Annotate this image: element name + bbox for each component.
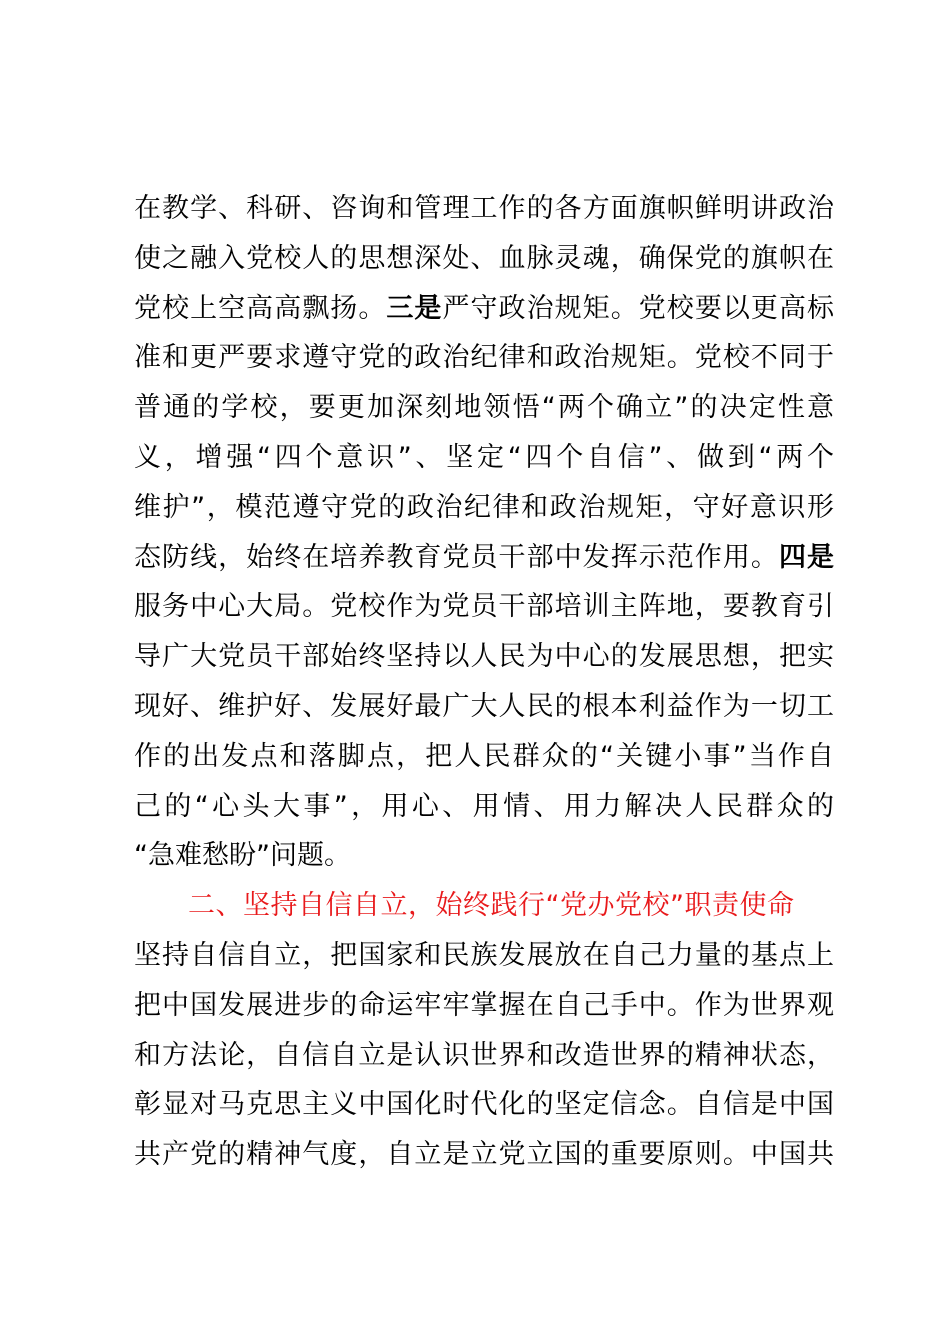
- text-line: 使之融入党校人的思想深处、血脉灵魂，确保党的旗帜在: [134, 242, 834, 274]
- section-heading: 二、坚持自信自立，始终践行“党办党校”职责使命: [188, 890, 795, 922]
- text-line: 准和更严要求遵守党的政治纪律和政治规矩。党校不同于: [134, 342, 834, 374]
- text-line: 现好、维护好、发展好最广大人民的根本利益作为一切工: [134, 690, 834, 722]
- text-line: “急难愁盼”问题。: [134, 840, 351, 872]
- text-line: 导广大党员干部始终坚持以人民为中心的发展思想，把实: [134, 641, 834, 673]
- text-line: 作的出发点和落脚点，把人民群众的“关键小事”当作自: [134, 740, 834, 772]
- text-line: 把中国发展进步的命运牢牢掌握在自己手中。作为世界观: [134, 989, 834, 1021]
- text-line: 和方法论，自信自立是认识世界和改造世界的精神状态，: [134, 1039, 834, 1071]
- document-body: [134, 184, 834, 1180]
- text-line: 维护”，模范遵守党的政治纪律和政治规矩，守好意识形: [134, 491, 834, 523]
- text-line: 彰显对马克思主义中国化时代化的坚定信念。自信是中国: [134, 1089, 834, 1121]
- text-line: 己的“心头大事”，用心、用情、用力解决人民群众的: [134, 790, 834, 822]
- text-line: 共产党的精神气度，自立是立党立国的重要原则。中国共: [134, 1139, 834, 1171]
- text-line: 义，增强“四个意识”、坚定“四个自信”、做到“两个: [134, 441, 834, 473]
- text-line: 态防线，始终在培养教育党员干部中发挥示范作用。四是: [134, 541, 835, 573]
- text-line: 坚持自信自立，把国家和民族发展放在自己力量的基点上: [134, 939, 834, 971]
- point-four-marker: 四是: [778, 541, 835, 573]
- text-line: 普通的学校，要更加深刻地领悟“两个确立”的决定性意: [134, 392, 834, 424]
- point-three-marker: 三是: [386, 292, 443, 324]
- text-line: 党校上空高高飘扬。三是严守政治规矩。党校要以更高标: [134, 292, 835, 324]
- text-line: 在教学、科研、咨询和管理工作的各方面旗帜鲜明讲政治: [134, 193, 834, 224]
- text-line: 服务中心大局。党校作为党员干部培训主阵地，要教育引: [134, 591, 834, 623]
